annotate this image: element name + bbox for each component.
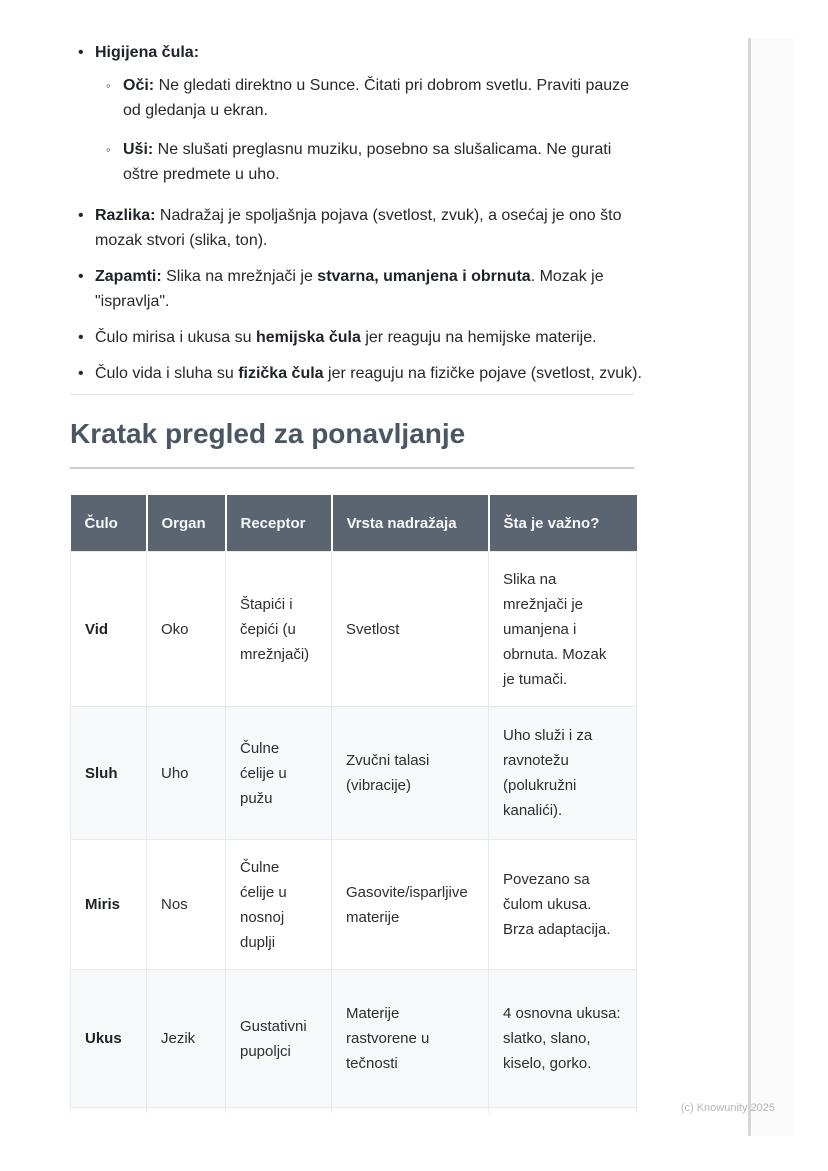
text-segment: Ne slušati preglasnu muziku, posebno sa slušalicama. Ne gurati oštre predmete u uho. bbox=[123, 141, 612, 183]
table-cell: Povezano sa čulom ukusa. Brza adaptacija. bbox=[489, 840, 637, 970]
bullet-icon: • bbox=[78, 329, 84, 346]
summary-table bbox=[70, 495, 637, 1113]
notes-list bbox=[70, 40, 646, 386]
table-cell: Materije rastvorene u tečnosti bbox=[332, 970, 489, 1108]
list-item-text bbox=[95, 361, 646, 386]
text-segment: Ne gledati direktno u Sunce. Čitati pri dobrom svetlu. Praviti pauze od gledanja u ekran. bbox=[123, 77, 630, 119]
table-cell: Čulne ćelije u pužu bbox=[226, 707, 332, 840]
section-title: Kratak pregled za ponavljanje bbox=[70, 417, 634, 469]
column-header-sta-je-vazno: Šta je važno? bbox=[489, 495, 637, 552]
table-cell: Sluh bbox=[71, 707, 147, 840]
bullet-icon: • bbox=[78, 365, 84, 382]
table-cell: Vid bbox=[71, 552, 147, 707]
circle-bullet-icon: ◦ bbox=[106, 78, 111, 93]
text-segment: Čulo mirisa i ukusa su bbox=[95, 329, 256, 346]
text-segment: jer reaguju na fizičke pojave (svetlost, zvuk). bbox=[323, 365, 642, 382]
table-cell: 4 osnovna ukusa: slatko, slano, kiselo, gorko. bbox=[489, 970, 637, 1108]
list-item-text bbox=[123, 137, 646, 187]
table-cell: Svetlost bbox=[332, 552, 489, 707]
text-segment: Razlika: bbox=[95, 207, 156, 224]
text-segment: stvarna, umanjena i obrnuta bbox=[317, 268, 531, 285]
list-item bbox=[70, 203, 646, 253]
table-cell: Štapići i čepići (u mrežnjači) bbox=[226, 552, 332, 707]
column-header-organ: Organ bbox=[147, 495, 226, 552]
list-item-text bbox=[123, 73, 646, 123]
table-cell bbox=[147, 1108, 226, 1114]
table-cell: Miris bbox=[71, 840, 147, 970]
text-segment: Čulo vida i sluha su bbox=[95, 365, 239, 382]
text-segment: Slika na mrežnjači je bbox=[161, 268, 318, 285]
table-row-sluh bbox=[71, 707, 637, 840]
table-cell: Gasovite/isparljive materije bbox=[332, 840, 489, 970]
bullet-icon: • bbox=[78, 207, 84, 224]
table-cell: Nos bbox=[147, 840, 226, 970]
bullet-icon: • bbox=[78, 44, 84, 61]
text-segment: . Mozak je "ispravlja". bbox=[95, 268, 604, 310]
section-divider bbox=[70, 394, 634, 395]
text-segment: Uši: bbox=[123, 141, 154, 158]
table-cell: Čulne ćelije u nosnoj duplji bbox=[226, 840, 332, 970]
content-area bbox=[70, 40, 646, 1113]
table-row-ukus bbox=[71, 970, 637, 1108]
table-cell: Zvučni talasi (vibracije) bbox=[332, 707, 489, 840]
table-header-row bbox=[71, 495, 637, 552]
list-item-text bbox=[95, 203, 646, 253]
text-segment: Nadražaj je spoljašnja pojava (svetlost, zvuk), a osećaj je ono što mozak stvori (slika, ton). bbox=[95, 207, 622, 249]
table-row-miris bbox=[71, 840, 637, 970]
table-cell: Ukus bbox=[71, 970, 147, 1108]
column-header-vrsta-nadrazaja: Vrsta nadražaja bbox=[332, 495, 489, 552]
table-row-vid bbox=[71, 552, 637, 707]
table-row-partial bbox=[71, 1108, 637, 1114]
text-segment: Higijena čula: bbox=[95, 44, 200, 61]
table-cell: Gustativni pupoljci bbox=[226, 970, 332, 1108]
table-cell bbox=[226, 1108, 332, 1114]
text-segment: hemijska čula bbox=[255, 329, 361, 346]
list-item bbox=[70, 137, 646, 187]
page-edge-panel bbox=[751, 38, 795, 1136]
list-item bbox=[70, 325, 646, 350]
circle-bullet-icon: ◦ bbox=[106, 142, 111, 157]
watermark: (c) Knowunity 2025 bbox=[680, 1102, 775, 1114]
text-segment: Oči: bbox=[123, 77, 155, 94]
column-header-culo: Čulo bbox=[71, 495, 147, 552]
list-item bbox=[70, 73, 646, 123]
text-segment: Zapamti: bbox=[95, 268, 162, 285]
list-item bbox=[70, 40, 646, 65]
list-item-text bbox=[95, 264, 646, 314]
page-edge-line bbox=[748, 38, 751, 1136]
table-cell bbox=[71, 1108, 147, 1114]
table-cell bbox=[489, 1108, 637, 1114]
table-cell: Slika na mrežnjači je umanjena i obrnuta. Mozak je tumači. bbox=[489, 552, 637, 707]
list-item-text bbox=[95, 40, 646, 65]
column-header-receptor: Receptor bbox=[226, 495, 332, 552]
table-cell bbox=[332, 1108, 489, 1114]
list-item bbox=[70, 264, 646, 314]
text-segment: fizička čula bbox=[238, 365, 324, 382]
table-cell: Oko bbox=[147, 552, 226, 707]
list-item bbox=[70, 361, 646, 386]
bullet-icon: • bbox=[78, 268, 84, 285]
table-cell: Jezik bbox=[147, 970, 226, 1108]
list-item-text bbox=[95, 325, 646, 350]
table-cell: Uho služi i za ravnotežu (polukružni kanalići). bbox=[489, 707, 637, 840]
table-cell: Uho bbox=[147, 707, 226, 840]
text-segment: jer reaguju na hemijske materije. bbox=[360, 329, 597, 346]
